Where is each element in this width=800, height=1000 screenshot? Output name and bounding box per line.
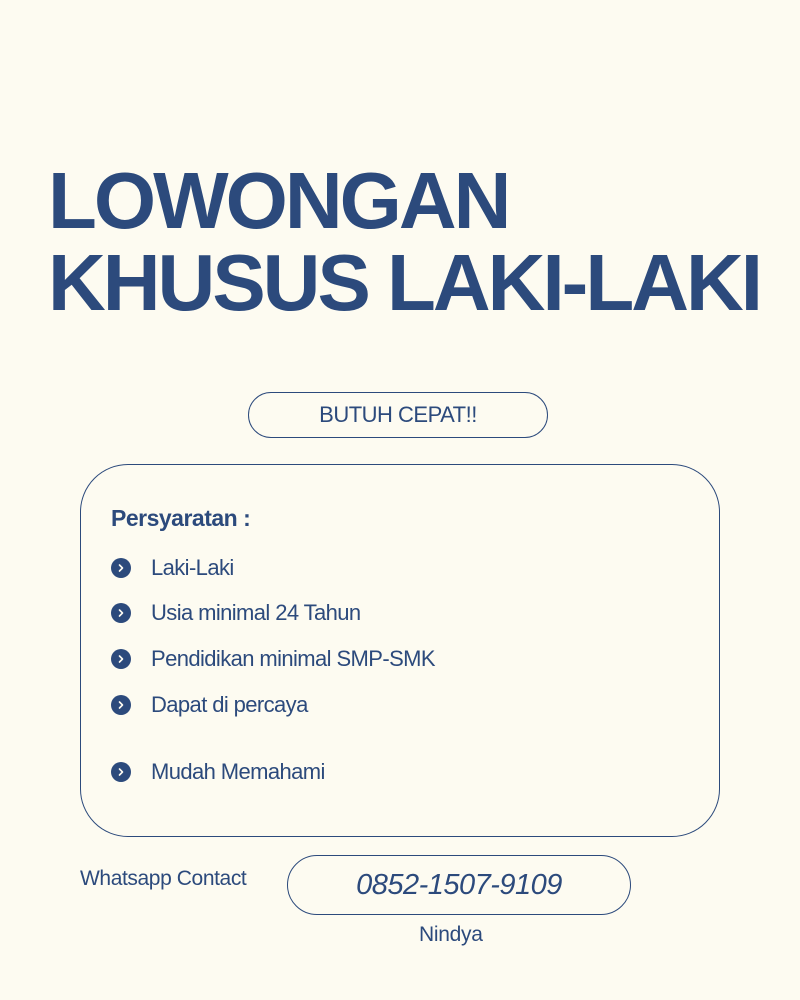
requirement-text: Usia minimal 24 Tahun — [151, 600, 361, 625]
contact-name: Nindya — [419, 923, 483, 946]
phone-number-link[interactable]: 0852-1507-9109 — [287, 855, 631, 915]
requirements-card — [80, 464, 720, 837]
requirement-text: Dapat di percaya — [151, 692, 308, 717]
whatsapp-contact-label: Whatsapp Contact — [80, 867, 247, 890]
chevron-right-circle-icon — [111, 558, 131, 578]
requirement-text: Pendidikan minimal SMP-SMK — [151, 646, 435, 671]
requirement-item — [111, 553, 234, 583]
requirement-text: Mudah Memahami — [151, 759, 325, 784]
urgent-badge: BUTUH CEPAT!! — [248, 392, 548, 438]
headline-line-2: KHUSUS LAKI-LAKI — [48, 238, 760, 327]
chevron-right-circle-icon — [111, 603, 131, 623]
requirement-item — [111, 690, 308, 720]
requirement-item — [111, 598, 361, 628]
requirements-heading: Persyaratan : — [111, 505, 251, 531]
requirement-text: Laki-Laki — [151, 555, 234, 580]
chevron-right-circle-icon — [111, 649, 131, 669]
requirement-item — [111, 757, 325, 787]
headline — [48, 156, 768, 327]
headline-line-1: LOWONGAN — [48, 156, 509, 245]
chevron-right-circle-icon — [111, 695, 131, 715]
requirement-item — [111, 644, 435, 674]
chevron-right-circle-icon — [111, 762, 131, 782]
